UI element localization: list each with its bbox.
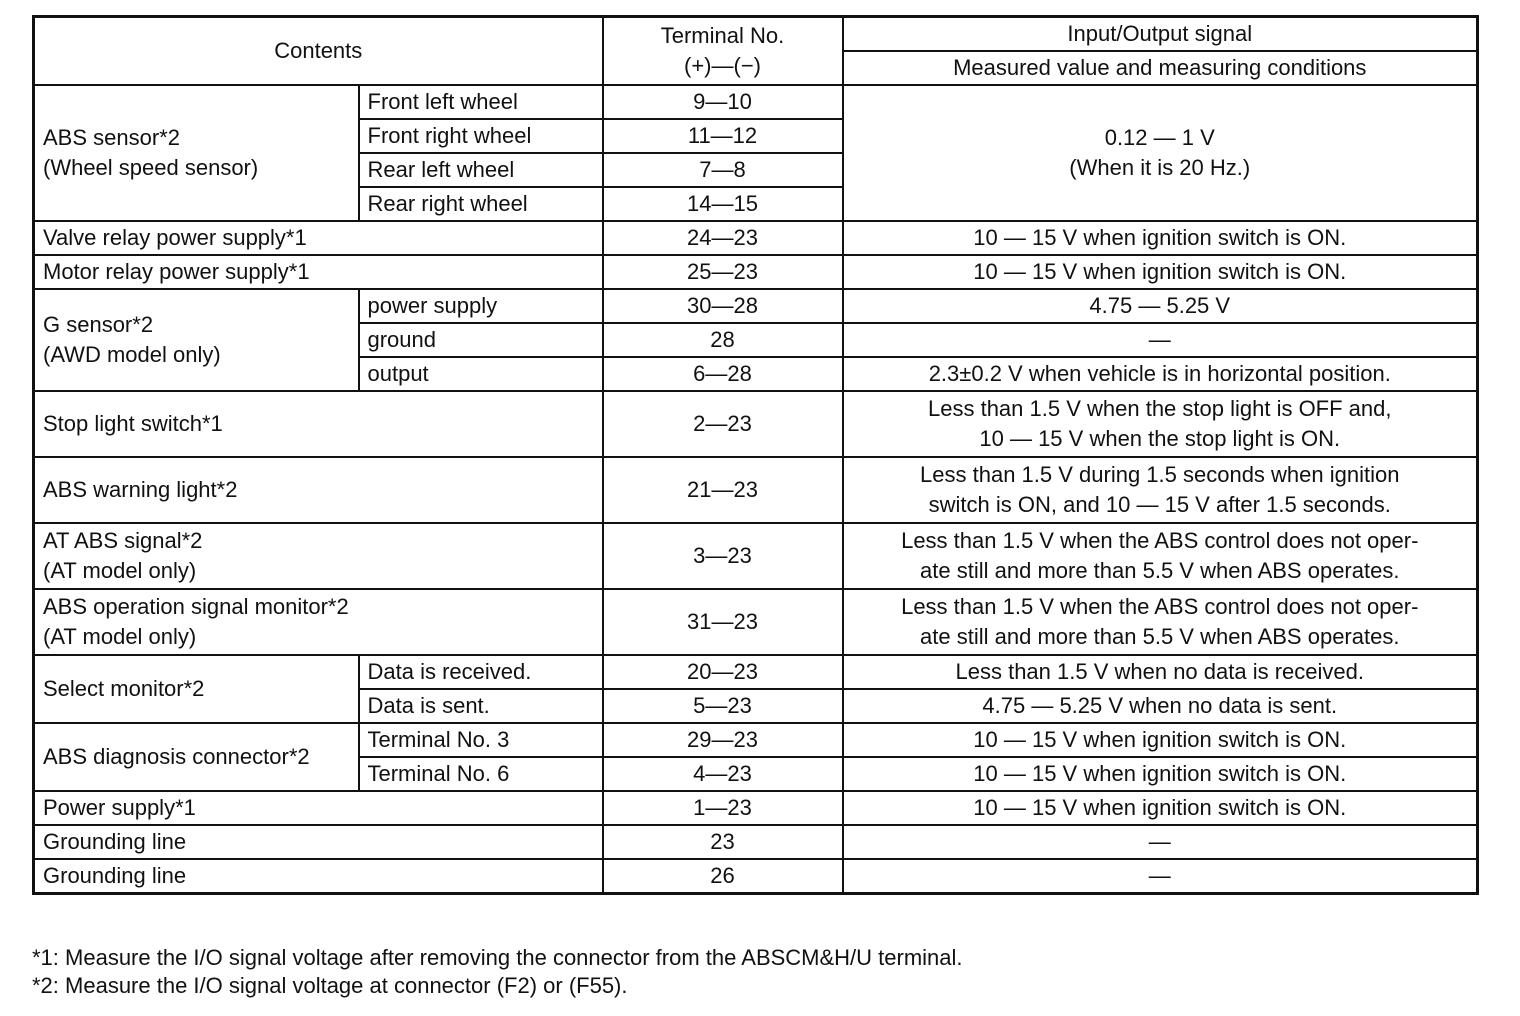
stop-light-signal-line1: Less than 1.5 V when the stop light is OFF and, [928, 396, 1392, 421]
terminal-cell: 25—23 [603, 255, 843, 289]
header-terminal-line2: (+)—(−) [684, 53, 761, 78]
terminal-cell: 2—23 [603, 391, 843, 457]
sub-item: Terminal No. 6 [359, 757, 603, 791]
signal-cell: 10 — 15 V when ignition switch is ON. [843, 791, 1478, 825]
abs-sensor-signal-line1: 0.12 — 1 V [1104, 125, 1215, 150]
abs-sensor-label-line1: ABS sensor*2 [43, 125, 180, 150]
at-abs-signal-label-line1: AT ABS signal*2 [43, 528, 203, 553]
signal-cell [843, 391, 1478, 457]
sub-item: Front left wheel [359, 85, 603, 119]
signal-cell: — [843, 825, 1478, 859]
terminal-cell: 31—23 [603, 589, 843, 655]
table-row [34, 221, 1478, 255]
stop-light-label: Stop light switch*1 [34, 391, 603, 457]
table-row [34, 85, 1478, 119]
power-supply-label: Power supply*1 [34, 791, 603, 825]
signal-cell: 10 — 15 V when ignition switch is ON. [843, 221, 1478, 255]
sub-item: Data is sent. [359, 689, 603, 723]
g-sensor-label-line2: (AWD model only) [43, 342, 221, 367]
abs-operation-monitor-label-line2: (AT model only) [43, 624, 197, 649]
table-row [34, 655, 1478, 689]
signal-cell: 10 — 15 V when ignition switch is ON. [843, 723, 1478, 757]
signal-cell: 2.3±0.2 V when vehicle is in horizontal position. [843, 357, 1478, 391]
abs-warning-label: ABS warning light*2 [34, 457, 603, 523]
table-row [34, 289, 1478, 323]
terminal-cell: 24—23 [603, 221, 843, 255]
abs-sensor-label-line2: (Wheel speed sensor) [43, 155, 259, 180]
table-row [34, 825, 1478, 859]
g-sensor-label-line1: G sensor*2 [43, 312, 154, 337]
abs-operation-monitor-label [34, 589, 603, 655]
abs-operation-monitor-signal-line1: Less than 1.5 V when the ABS control does not oper- [901, 594, 1419, 619]
abs-operation-monitor-label-line1: ABS operation signal monitor*2 [43, 594, 349, 619]
terminal-cell: 6—28 [603, 357, 843, 391]
table-row [34, 723, 1478, 757]
sub-item: Front right wheel [359, 119, 603, 153]
header-io-signal: Input/Output signal [843, 17, 1478, 52]
table-row [34, 391, 1478, 457]
terminal-cell: 1—23 [603, 791, 843, 825]
terminal-spec-table [32, 15, 1479, 895]
signal-cell [843, 457, 1478, 523]
sub-item: Terminal No. 3 [359, 723, 603, 757]
terminal-cell: 7—8 [603, 153, 843, 187]
grounding-line-label: Grounding line [34, 825, 603, 859]
sub-item: output [359, 357, 603, 391]
sub-item: ground [359, 323, 603, 357]
header-terminal-line1: Terminal No. [660, 23, 785, 48]
abs-sensor-signal [843, 85, 1478, 221]
abs-diag-label: ABS diagnosis connector*2 [34, 723, 359, 791]
footnote-2: *2: Measure the I/O signal voltage at connector (F2) or (F55). [32, 973, 628, 998]
terminal-cell: 23 [603, 825, 843, 859]
at-abs-signal-line1: Less than 1.5 V when the ABS control does not oper- [901, 528, 1419, 553]
table-row [34, 859, 1478, 894]
table-row [34, 589, 1478, 655]
signal-cell: — [843, 859, 1478, 894]
table-row [34, 523, 1478, 589]
table-row [34, 791, 1478, 825]
terminal-cell: 5—23 [603, 689, 843, 723]
terminal-cell: 20—23 [603, 655, 843, 689]
footnote-1: *1: Measure the I/O signal voltage after removing the connector from the ABSCM&H/U terminal. [32, 945, 963, 970]
terminal-cell: 29—23 [603, 723, 843, 757]
terminal-cell: 11—12 [603, 119, 843, 153]
terminal-cell: 3—23 [603, 523, 843, 589]
sub-item: Data is received. [359, 655, 603, 689]
header-contents: Contents [34, 17, 603, 86]
valve-relay-label: Valve relay power supply*1 [34, 221, 603, 255]
stop-light-signal-line2: 10 — 15 V when the stop light is ON. [979, 426, 1341, 451]
terminal-cell: 4—23 [603, 757, 843, 791]
signal-cell: 10 — 15 V when ignition switch is ON. [843, 255, 1478, 289]
terminal-cell: 30—28 [603, 289, 843, 323]
signal-cell: Less than 1.5 V when no data is received. [843, 655, 1478, 689]
abs-sensor-label [34, 85, 359, 221]
abs-sensor-signal-line2: (When it is 20 Hz.) [1069, 155, 1251, 180]
select-monitor-label: Select monitor*2 [34, 655, 359, 723]
signal-cell: 4.75 — 5.25 V when no data is sent. [843, 689, 1478, 723]
signal-cell [843, 589, 1478, 655]
signal-cell: 10 — 15 V when ignition switch is ON. [843, 757, 1478, 791]
at-abs-signal-label-line2: (AT model only) [43, 558, 197, 583]
terminal-cell: 14—15 [603, 187, 843, 221]
signal-cell: — [843, 323, 1478, 357]
abs-warning-signal-line2: switch is ON, and 10 — 15 V after 1.5 seconds. [928, 492, 1391, 517]
abs-operation-monitor-signal-line2: ate still and more than 5.5 V when ABS operates. [920, 624, 1400, 649]
at-abs-signal-label [34, 523, 603, 589]
sub-item: power supply [359, 289, 603, 323]
terminal-cell: 9—10 [603, 85, 843, 119]
signal-cell: 4.75 — 5.25 V [843, 289, 1478, 323]
sub-item: Rear left wheel [359, 153, 603, 187]
table-row [34, 255, 1478, 289]
terminal-cell: 26 [603, 859, 843, 894]
terminal-cell: 28 [603, 323, 843, 357]
signal-cell [843, 523, 1478, 589]
sub-item: Rear right wheel [359, 187, 603, 221]
header-measured: Measured value and measuring conditions [843, 51, 1478, 85]
grounding-line-label: Grounding line [34, 859, 603, 894]
at-abs-signal-line2: ate still and more than 5.5 V when ABS operates. [920, 558, 1400, 583]
motor-relay-label: Motor relay power supply*1 [34, 255, 603, 289]
header-row-1 [34, 17, 1478, 52]
table-row [34, 457, 1478, 523]
header-terminal [603, 17, 843, 86]
g-sensor-label [34, 289, 359, 391]
terminal-cell: 21—23 [603, 457, 843, 523]
abs-warning-signal-line1: Less than 1.5 V during 1.5 seconds when ignition [920, 462, 1400, 487]
